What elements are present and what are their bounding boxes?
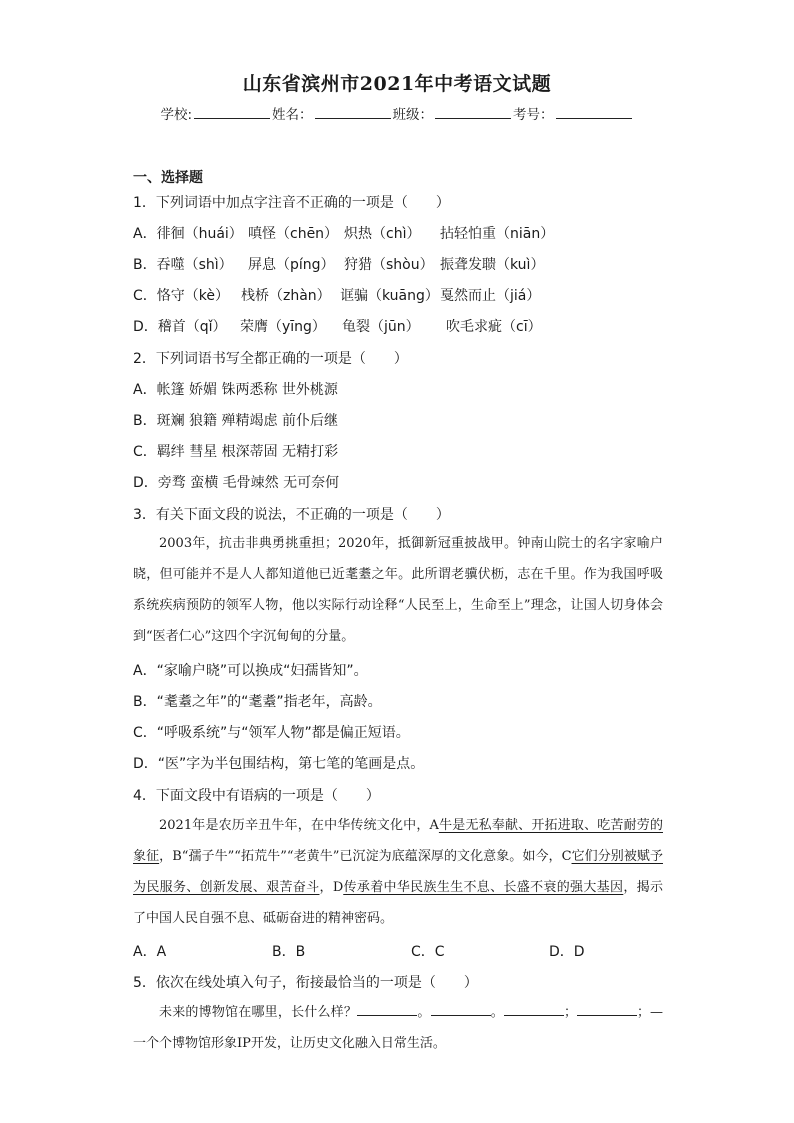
name-label: 姓名：: [272, 107, 313, 123]
q1-option-b: B．吞噬（shì） 屏息（píng） 狩猎（shòu） 振聋发聩（kuì）: [133, 257, 545, 273]
fill-blank-2[interactable]: [431, 1003, 491, 1016]
name-blank[interactable]: [315, 106, 391, 119]
q4-option-a: A．A: [133, 944, 167, 960]
class-blank[interactable]: [435, 106, 511, 119]
q3-passage: 2003年，抗击非典勇挑重担；2020年，抵御新冠重披战甲。钟南山院士的名字家喻户晓，但可能并不是人人都知道他已近耄耋之年。此所谓老骥伏枥，志在千里。作为我国呼吸系统疾病预防的领军人物，他以实际行动诠释“人民至上，生命至上”理念，让国人切身体会到“医者仁心”这四个字沉甸甸的分量。: [133, 536, 663, 644]
q2-option-d: D．旁骛 蛮横 毛骨竦然 无可奈何: [133, 475, 340, 491]
q4-option-d: D．D: [549, 944, 585, 960]
q3-option-a: A．“家喻户晓”可以换成“妇孺皆知”。: [133, 663, 368, 679]
q4-underlined-d: 传承着中华民族生生不息、长盛不衰的强大基因: [343, 880, 624, 895]
page-title: 山东省滨州市2021年中考语文试题: [242, 73, 552, 95]
student-info-line: [0, 103, 794, 123]
exam-no-label: 考号：: [513, 107, 554, 123]
class-label: 班级：: [392, 107, 434, 123]
q1-stem: 1．下列词语中加点字注音不正确的一项是（ ）: [133, 195, 450, 211]
q5-stem: 5．依次在线处填入句子，衔接最恰当的一项是（ ）: [133, 975, 478, 991]
fill-blank-4[interactable]: [577, 1003, 637, 1016]
q4-options: [133, 941, 585, 961]
q2-stem: 2．下列词语书写全都正确的一项是（ ）: [133, 351, 408, 367]
fill-blank-3[interactable]: [504, 1003, 564, 1016]
q3-option-b: B．“耄耋之年”的“耄耋”指老年，高龄。: [133, 694, 382, 710]
school-label: 学校:: [160, 107, 193, 123]
q2-option-a: A．帐篷 娇媚 铢两悉称 世外桃源: [133, 382, 338, 398]
q2-option-c: C．羁绊 彗星 根深蒂固 无精打彩: [133, 444, 339, 460]
q4-stem: 4．下面文段中有语病的一项是（ ）: [133, 788, 380, 804]
q5-passage: 未来的博物馆在哪里，长什么样？ 。 。 ； ；—一个个博物馆形象IP开发，让历史文化融入日常生活。: [133, 1005, 663, 1051]
q4-passage: 2021年是农历辛丑牛年，在中华传统文化中，A牛是无私奉献、开拓进取、吃苦耐劳的象征，B“孺子牛”“拓荒牛”“老黄牛”已沉淀为底蕴深厚的文化意象。如今，C它们分别被赋予为民服务、创新发展、艰苦奋斗，D传承着中华民族生生不息、长盛不衰的强大基因，揭示了中国人民自强不息、砥砺奋进的精神密码。: [133, 818, 663, 926]
q3-stem: 3．有关下面文段的说法，不正确的一项是（ ）: [133, 507, 450, 523]
q4-underlined-a: 牛是无私奉献、开拓进取、吃苦耐劳的象征: [133, 818, 663, 864]
q3-option-c: C．“呼吸系统”与“领军人物”都是偏正短语。: [133, 725, 410, 741]
q4-option-b: B．B: [272, 944, 306, 960]
q1-option-d: D．稽首（qǐ） 荣膺（yīng） 龟裂（jūn） 吹毛求疵（cī）: [133, 319, 542, 335]
q4-option-c: C．C: [411, 944, 445, 960]
fill-blank-1[interactable]: [357, 1003, 417, 1016]
q4-underlined-c: 它们分别被赋予为民服务、创新发展、艰苦奋斗: [133, 849, 663, 895]
section-heading: 一、选择题: [133, 170, 203, 186]
q1-option-c: C．恪守（kè） 栈桥（zhàn） 诓骗（kuāng）戛然而止（jiá）: [133, 288, 541, 304]
q2-option-b: B．斑斓 狼籍 殚精竭虑 前仆后继: [133, 413, 338, 429]
exam-no-blank[interactable]: [556, 106, 632, 119]
school-blank[interactable]: [194, 106, 270, 119]
q1-option-a: A．徘徊（huái） 嗔怪（chēn） 炽热（chì） 拈轻怕重（niān）: [133, 226, 555, 242]
q3-option-d: D．“医”字为半包围结构，第七笔的笔画是点。: [133, 756, 425, 772]
